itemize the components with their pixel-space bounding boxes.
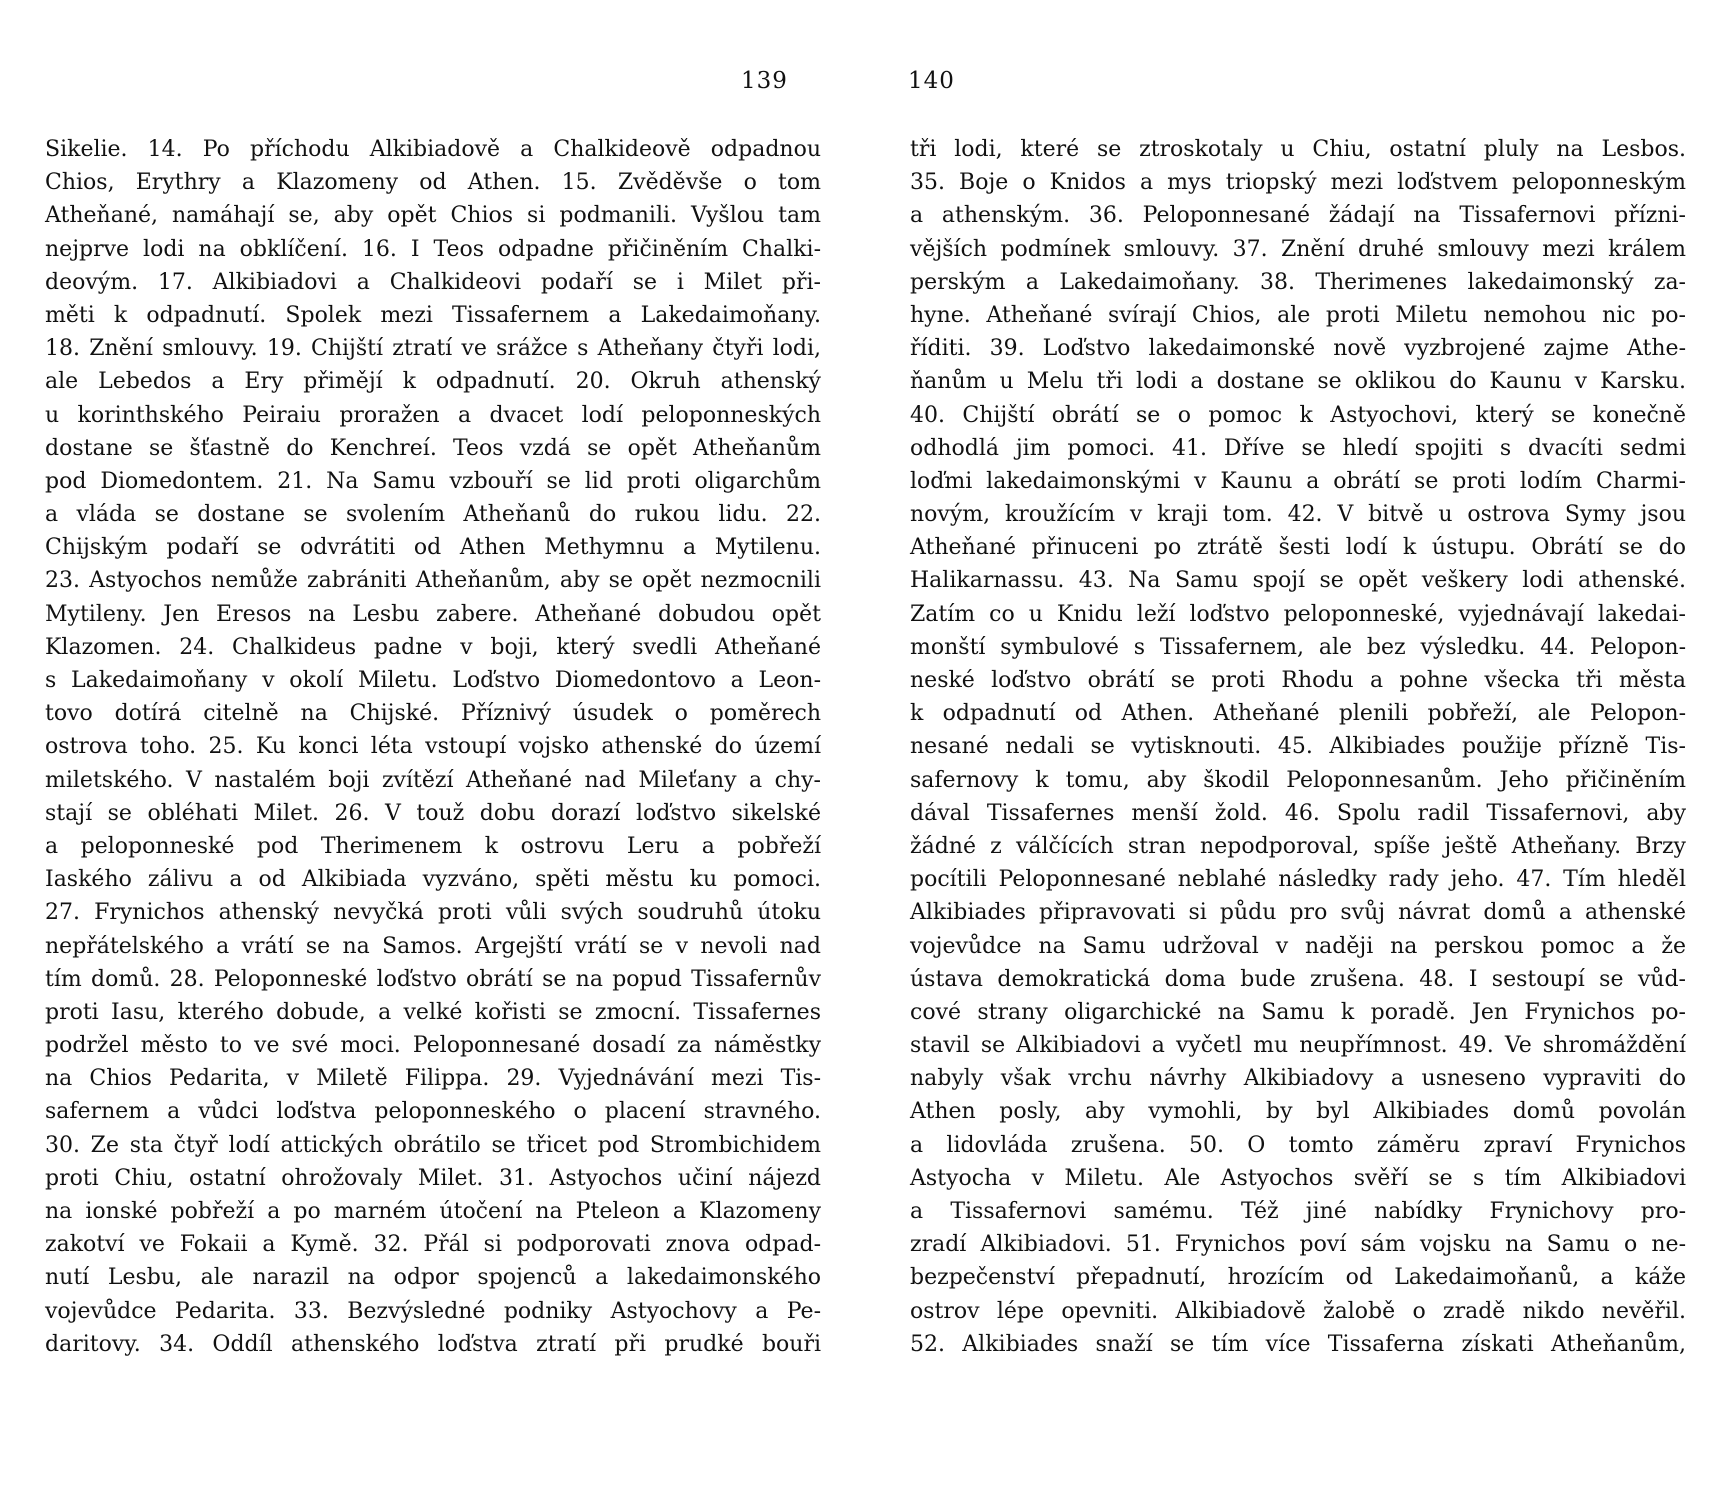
text-line: hyne. Atheňané svírají Chios, ale proti Miletu nemohou nic po- bbox=[910, 302, 1686, 328]
text-line: 23. Astyochos nemůže zabrániti Atheňanům, aby se opět nezmocnili bbox=[45, 568, 821, 594]
text-line: ostrov lépe opevniti. Alkibiadově žalobě o zradě nikdo nevěřil. bbox=[910, 1298, 1686, 1324]
text-line: nepřátelského a vrátí se na Samos. Argejští vrátí se v nevoli nad bbox=[45, 933, 821, 959]
text-line: Iaského zálivu a od Alkibiada vyzváno, spěti městu ku pomoci. bbox=[45, 867, 821, 893]
page-number: 139 bbox=[741, 68, 788, 94]
text-line: u korinthského Peiraiu proražen a dvacet lodí peloponneských bbox=[45, 402, 821, 428]
text-line: dával Tissafernes menší žold. 46. Spolu radil Tissafernovi, aby bbox=[910, 800, 1686, 826]
text-line: deovým. 17. Alkibiadovi a Chalkideovi podaří se i Milet při- bbox=[45, 269, 821, 295]
text-line: 35. Boje o Knidos a mys triopský mezi loďstvem peloponneským bbox=[910, 170, 1686, 196]
text-line: pocítili Peloponnesané neblahé následky rady jeho. 47. Tím hleděl bbox=[910, 867, 1686, 893]
text-block bbox=[910, 133, 1686, 1361]
text-line: Zatím co u Knidu leží loďstvo peloponneské, vyjednávají lakedai- bbox=[910, 601, 1686, 627]
text-line: a vláda se dostane se svolením Atheňanů do rukou lidu. 22. bbox=[45, 502, 821, 528]
text-line: loďmi lakedaimonskými v Kaunu a obrátí se proti lodím Charmi- bbox=[910, 468, 1686, 494]
text-line: vojevůdce na Samu udržoval v naději na perskou pomoc a že bbox=[910, 933, 1686, 959]
text-block bbox=[45, 133, 821, 1361]
text-line: dostane se šťastně do Kenchreí. Teos vzdá se opět Atheňanům bbox=[45, 435, 821, 461]
text-line: 52. Alkibiades snaží se tím více Tissaferna získati Atheňanům, bbox=[910, 1331, 1686, 1357]
right-page bbox=[860, 0, 1720, 1500]
text-line: vojevůdce Pedarita. 33. Bezvýsledné podniky Astyochovy a Pe- bbox=[45, 1298, 821, 1324]
text-line: vějších podmínek smlouvy. 37. Znění druhé smlouvy mezi králem bbox=[910, 236, 1686, 262]
text-line: k odpadnutí od Athen. Atheňané plenili pobřeží, ale Pelopon- bbox=[910, 701, 1686, 727]
text-line: Mytileny. Jen Eresos na Lesbu zabere. Atheňané dobudou opět bbox=[45, 601, 821, 627]
text-line: proti Chiu, ostatní ohrožovaly Milet. 31. Astyochos učiní nájezd bbox=[45, 1165, 821, 1191]
text-line: Sikelie. 14. Po příchodu Alkibiadově a Chalkideově odpadnou bbox=[45, 137, 821, 162]
text-line: nutí Lesbu, ale narazil na odpor spojenců a lakedaimonského bbox=[45, 1265, 821, 1291]
text-line: žádné z válčících stran nepodporoval, spíše ještě Atheňany. Brzy bbox=[910, 833, 1686, 859]
text-line: daritovy. 34. Oddíl athenského loďstva ztratí při prudké bouři bbox=[45, 1331, 821, 1357]
text-line: nejprve lodi na obklíčení. 16. I Teos odpadne přičiněním Chalki- bbox=[45, 236, 821, 262]
text-line: perským a Lakedaimoňany. 38. Therimenes lakedaimonský za- bbox=[910, 269, 1686, 295]
text-line: na Chios Pedarita, v Miletě Filippa. 29. Vyjednávání mezi Tis- bbox=[45, 1066, 821, 1092]
text-line: Atheňané přinuceni po ztrátě šesti lodí k ústupu. Obrátí se do bbox=[910, 535, 1686, 561]
text-line: stavil se Alkibiadovi a vyčetl mu neupřímnost. 49. Ve shromáždění bbox=[910, 1033, 1686, 1059]
text-line: cové strany oligarchické na Samu k poradě. Jen Frynichos po- bbox=[910, 999, 1686, 1025]
text-line: nesané nedali se vytisknouti. 45. Alkibiades použije přízně Tis- bbox=[910, 734, 1686, 760]
text-line: safernovy k tomu, aby škodil Peloponnesanům. Jeho přičiněním bbox=[910, 767, 1686, 793]
page-number: 140 bbox=[908, 68, 955, 94]
text-line: na ionské pobřeží a po marném útočení na Pteleon a Klazomeny bbox=[45, 1199, 821, 1224]
text-line: a peloponneské pod Therimenem k ostrovu Leru a pobřeží bbox=[45, 833, 821, 859]
text-line: a lidovláda zrušena. 50. O tomto záměru zpraví Frynichos bbox=[910, 1132, 1686, 1158]
text-line: safernem a vůdci loďstva peloponneského o placení stravného. bbox=[45, 1099, 821, 1125]
text-line: podržel město to ve své moci. Peloponnesané dosadí za náměstky bbox=[45, 1033, 821, 1059]
text-line: zradí Alkibiadovi. 51. Frynichos poví sám vojsku na Samu o ne- bbox=[910, 1232, 1686, 1258]
text-line: odhodlá jim pomoci. 41. Dříve se hledí spojiti s dvacíti sedmi bbox=[910, 435, 1686, 461]
text-line: 40. Chijští obrátí se o pomoc k Astyochovi, který se konečně bbox=[910, 402, 1686, 428]
text-line: Alkibiades připravovati si půdu pro svůj návrat domů a athenské bbox=[910, 900, 1686, 926]
text-line: Klazomen. 24. Chalkideus padne v boji, který svedli Atheňané bbox=[45, 634, 821, 660]
text-line: proti Iasu, kterého dobude, a velké kořisti se zmocní. Tissafernes bbox=[45, 999, 821, 1025]
text-line: neské loďstvo obrátí se proti Rhodu a pohne všecka tři města bbox=[910, 668, 1686, 693]
text-line: zakotví ve Fokaii a Kymě. 32. Přál si podporovati znova odpad- bbox=[45, 1232, 821, 1258]
text-line: ostrova toho. 25. Ku konci léta vstoupí vojsko athenské do území bbox=[45, 734, 821, 760]
text-line: Chijským podaří se odvrátiti od Athen Methymnu a Mytilenu. bbox=[45, 535, 821, 561]
text-line: Chios, Erythry a Klazomeny od Athen. 15. Zvěděvše o tom bbox=[45, 170, 821, 196]
text-line: říditi. 39. Loďstvo lakedaimonské nově vyzbrojené zajme Athe- bbox=[910, 336, 1686, 362]
text-line: Athen posly, aby vymohli, by byl Alkibiades domů povolán bbox=[910, 1099, 1686, 1125]
text-line: miletského. V nastalém boji zvítězí Atheňané nad Mileťany a chy- bbox=[45, 767, 821, 793]
text-line: 18. Znění smlouvy. 19. Chijští ztratí ve srážce s Atheňany čtyři lodi, bbox=[45, 336, 821, 362]
text-line: ústava demokratická doma bude zrušena. 48. I sestoupí se vůd- bbox=[910, 966, 1686, 992]
text-line: stají se obléhati Milet. 26. V touž dobu dorazí loďstvo sikelské bbox=[45, 800, 821, 826]
text-line: tři lodi, které se ztroskotaly u Chiu, ostatní pluly na Lesbos. bbox=[910, 137, 1686, 162]
text-line: ňanům u Melu tři lodi a dostane se oklikou do Kaunu v Karsku. bbox=[910, 369, 1686, 395]
text-line: 30. Ze sta čtyř lodí attických obrátilo se třicet pod Strombichidem bbox=[45, 1132, 821, 1158]
text-line: nabyly však vrchu návrhy Alkibiadovy a usneseno vypraviti do bbox=[910, 1066, 1686, 1092]
text-line: ale Lebedos a Ery přimějí k odpadnutí. 20. Okruh athenský bbox=[45, 369, 821, 395]
text-line: 27. Frynichos athenský nevyčká proti vůli svých soudruhů útoku bbox=[45, 900, 821, 926]
text-line: a Tissafernovi samému. Též jiné nabídky Frynichovy pro- bbox=[910, 1199, 1686, 1224]
text-line: Astyocha v Miletu. Ale Astyochos svěří se s tím Alkibiadovi bbox=[910, 1165, 1686, 1191]
text-line: pod Diomedontem. 21. Na Samu vzbouří se lid proti oligarchům bbox=[45, 468, 821, 494]
text-line: měti k odpadnutí. Spolek mezi Tissafernem a Lakedaimoňany. bbox=[45, 302, 821, 328]
text-line: bezpečenství přepadnutí, hrozícím od Lakedaimoňanů, a káže bbox=[910, 1265, 1686, 1291]
text-line: a athenským. 36. Peloponnesané žádají na Tissafernovi přízni- bbox=[910, 203, 1686, 229]
text-line: Atheňané, namáhají se, aby opět Chios si podmanili. Vyšlou tam bbox=[45, 203, 821, 229]
text-line: Halikarnassu. 43. Na Samu spojí se opět veškery lodi athenské. bbox=[910, 568, 1686, 594]
text-line: monští symbulové s Tissafernem, ale bez výsledku. 44. Pelopon- bbox=[910, 634, 1686, 660]
text-line: novým, kroužícím v kraji tom. 42. V bitvě u ostrova Symy jsou bbox=[910, 502, 1686, 528]
text-line: tovo dotírá citelně na Chijské. Příznivý úsudek o poměrech bbox=[45, 701, 821, 727]
text-line: s Lakedaimoňany v okolí Miletu. Loďstvo Diomedontovo a Leon- bbox=[45, 668, 821, 693]
text-line: tím domů. 28. Peloponneské loďstvo obrátí se na popud Tissafernův bbox=[45, 966, 821, 992]
